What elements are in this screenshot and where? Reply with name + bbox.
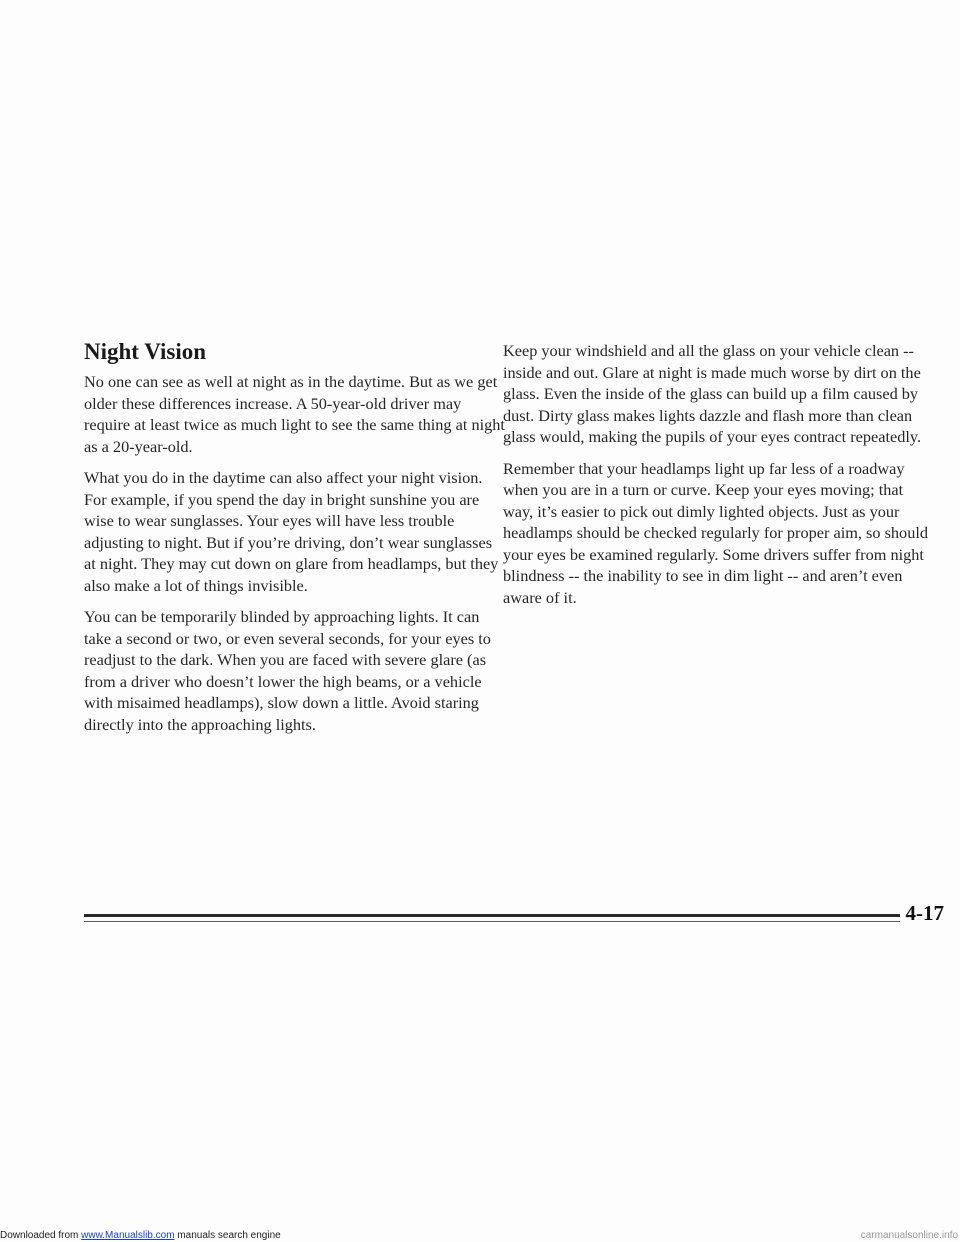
left-column bbox=[84, 371, 506, 745]
manualslib-link[interactable]: www.Manualslib.com bbox=[81, 1230, 175, 1241]
paragraph: Remember that your headlamps light up far less of a roadway when you are in a turn or curve. Keep your eyes moving; that way, it’s easier to pick out dimly lighted objects. Just as your headlamps should be checked regularly for proper aim, so should your eyes be examined regularly. Some drivers suffer from night blindness -- the inability to see in dim light -- and aren’t even aware of it. bbox=[503, 458, 928, 607]
footer-source bbox=[0, 1229, 281, 1242]
paragraph: No one can see as well at night as in the daytime. But as we get older these differences increase. A 50-year-old driver may require at least twice as much light to see the same thing at night as a 20-year-old. bbox=[84, 372, 505, 456]
download-footer bbox=[0, 1229, 960, 1242]
paragraph: You can be temporarily blinded by approaching lights. It can take a second or two, or even several seconds, for your eyes to readjust to the dark. When you are faced with severe glare (as from a driver who doesn’t lower the high beams, or a vehicle with misaimed headlamps), slow down a little. Avoid staring directly into the approaching lights. bbox=[84, 607, 491, 734]
footer-prefix: Downloaded from bbox=[0, 1230, 82, 1241]
page-number: 4-17 bbox=[900, 898, 945, 928]
page-title: Night Vision bbox=[84, 339, 207, 364]
watermark-text: carmanualsonline.info bbox=[860, 1230, 958, 1241]
footer-suffix: manuals search engine bbox=[174, 1230, 281, 1241]
paragraph: What you do in the daytime can also affect your night vision. For example, if you spend the day in bright sunshine you are wise to wear sunglasses. Your eyes will have less trouble adjusting to night. But if you’re driving, don’t wear sunglasses at night. They may cut down on glare from headlamps, but they also make a lot of things invisible. bbox=[84, 468, 499, 595]
footer-rule-thin bbox=[84, 921, 924, 922]
footer-rule-thick bbox=[84, 914, 924, 917]
paragraph: Keep your windshield and all the glass on your vehicle clean -- inside and out. Glare at night is made much worse by dirt on the glass. Even the inside of the glass can build up a film caused by dust. Dirty glass makes lights dazzle and flash more than clean glass would, making the pupils of your eyes contract repeatedly. bbox=[503, 341, 922, 446]
right-column bbox=[503, 340, 933, 618]
